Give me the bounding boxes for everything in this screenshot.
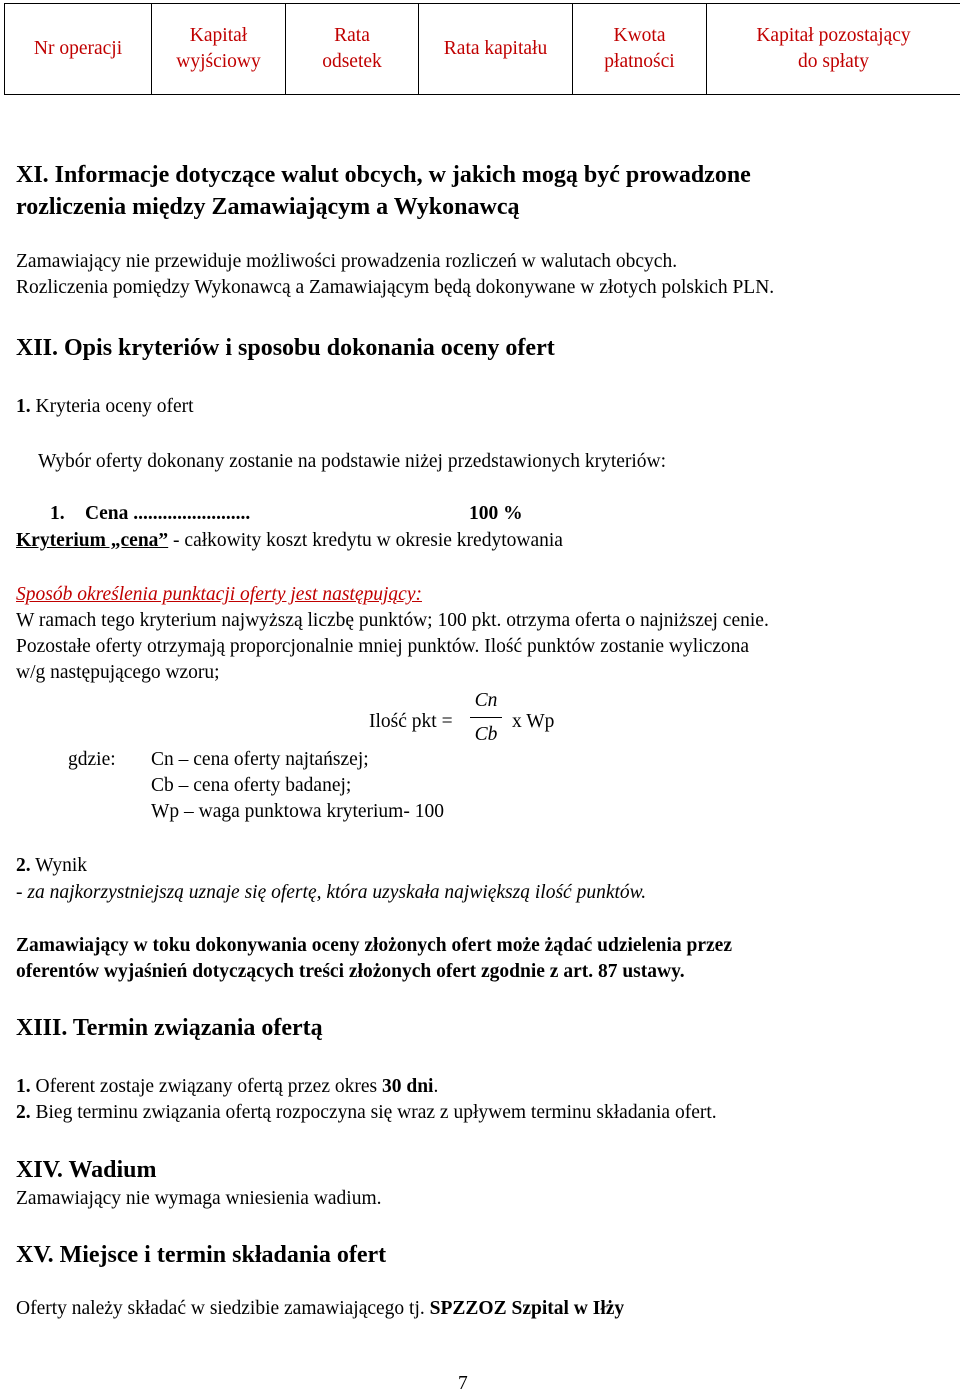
- fraction-bar: [470, 717, 502, 718]
- table-header-cell: Rata odsetek: [286, 4, 419, 95]
- table-header-cell: Rata kapitału: [419, 4, 573, 95]
- legend-item: Wp – waga punktowa kryterium- 100: [151, 799, 444, 825]
- paragraph: Zamawiający nie wymaga wniesienia wadium.: [16, 1186, 382, 1212]
- hospital-name: SPZZOZ Szpital w Iłży: [430, 1298, 625, 1319]
- criterion-num: 1.: [50, 501, 65, 527]
- formula-right: x Wp: [512, 709, 554, 735]
- table-header-cell: Kwota płatności: [573, 4, 707, 95]
- paragraph: w/g następującego wzoru;: [16, 660, 220, 686]
- criterion-description: - całkowity koszt kredytu w okresie kredytowania: [168, 530, 563, 551]
- bold-notice-cont: oferentów wyjaśnień dotyczących treści złożonych ofert zgodnie z art. 87 ustawy.: [16, 959, 685, 985]
- formula-denominator: Cb: [466, 722, 506, 748]
- bold-notice: Zamawiający w toku dokonywania oceny złożonych ofert może żądać udzielenia przez: [16, 933, 732, 959]
- paragraph: Rozliczenia pomiędzy Wykonawcą a Zamawiającym będą dokonywane w złotych polskich PLN.: [16, 275, 774, 301]
- page-number: 7: [458, 1371, 468, 1397]
- table-header-cell: Nr operacji: [5, 4, 152, 95]
- item-text: .: [433, 1076, 438, 1097]
- legend-item: Cn – cena oferty najtańszej;: [151, 747, 369, 773]
- criterion-weight: 100 %: [469, 501, 523, 527]
- list-item: [16, 1074, 438, 1100]
- section-xiii-heading: XIII. Termin związania ofertą: [16, 1013, 323, 1043]
- section-xi-heading: XI. Informacje dotyczące walut obcych, w jakich mogą być prowadzone: [16, 160, 751, 190]
- item-emphasis: 30 dni: [382, 1076, 433, 1097]
- paragraph: Pozostałe oferty otrzymają proporcjonalnie mniej punktów. Ilość punktów zostanie wyliczona: [16, 634, 749, 660]
- criterion-label: Kryterium „cena”: [16, 530, 168, 551]
- section-xii-heading: XII. Opis kryteriów i sposobu dokonania oceny ofert: [16, 333, 555, 363]
- item-number: 1.: [16, 1076, 31, 1097]
- table-header-cell: Kapitał pozostający do spłaty: [707, 4, 960, 95]
- formula-fraction: [466, 688, 506, 748]
- formula-numerator: Cn: [466, 688, 506, 714]
- formula-left: Ilość pkt =: [369, 709, 453, 735]
- list-item: [16, 1100, 717, 1126]
- item-number: 2.: [16, 855, 31, 876]
- item-text: Oferent zostaje związany ofertą przez okres: [31, 1076, 382, 1097]
- item-text: Bieg terminu związania ofertą rozpoczyna się wraz z upływem terminu składania ofert.: [31, 1102, 717, 1123]
- section-xi-heading-cont: rozliczenia między Zamawiającym a Wykonawcą: [16, 192, 519, 222]
- result-text: - za najkorzystniejszą uznaje się ofertę, która uzyskała największą ilość punktów.: [16, 880, 646, 906]
- criterion-name: Cena ........................: [85, 501, 250, 527]
- paragraph: [16, 1296, 624, 1322]
- legend-item: Cb – cena oferty badanej;: [151, 773, 351, 799]
- criterion-definition: [16, 528, 563, 554]
- criteria-intro: Wybór oferty dokonany zostanie na podstawie niżej przedstawionych kryteriów:: [38, 449, 666, 475]
- where-label: gdzie:: [68, 747, 116, 773]
- table-header-cell: Kapitał wyjściowy: [152, 4, 286, 95]
- repayment-schedule-table: [4, 3, 960, 95]
- paragraph: W ramach tego kryterium najwyższą liczbę punktów; 100 pkt. otrzyma oferta o najniższej cenie.: [16, 608, 769, 634]
- paragraph-text: Oferty należy składać w siedzibie zamawiającego tj.: [16, 1298, 430, 1319]
- paragraph: Zamawiający nie przewiduje możliwości prowadzenia rozliczeń w walutach obcych.: [16, 249, 677, 275]
- subsection-1: [16, 394, 194, 420]
- item-label: Wynik: [31, 855, 87, 876]
- section-xv-heading: XV. Miejsce i termin składania ofert: [16, 1240, 386, 1270]
- table-header-row: [5, 4, 960, 95]
- section-xiv-heading: XIV. Wadium: [16, 1155, 157, 1185]
- scoring-method-heading: Sposób określenia punktacji oferty jest następujący:: [16, 582, 422, 608]
- item-number: 2.: [16, 1102, 31, 1123]
- item-label: Kryteria oceny ofert: [31, 396, 194, 417]
- item-number: 1.: [16, 396, 31, 417]
- subsection-2: [16, 853, 87, 879]
